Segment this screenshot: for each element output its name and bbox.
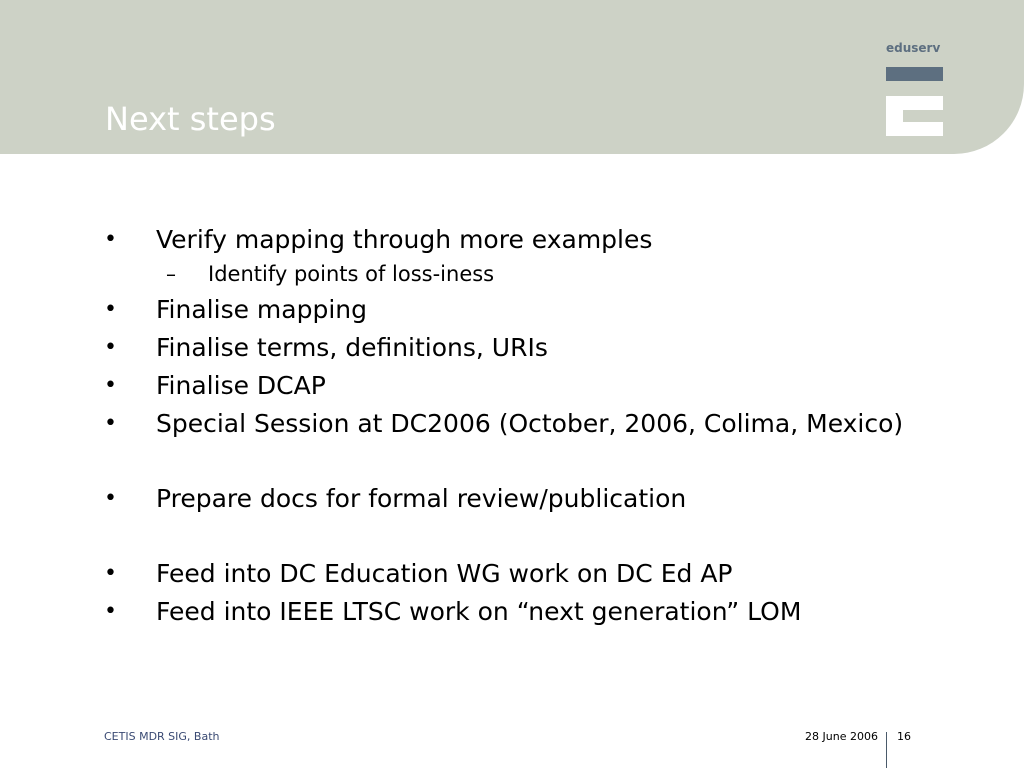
bullet-item <box>104 560 924 588</box>
bullet-marker: • <box>104 373 117 398</box>
bullet-marker: • <box>104 486 117 511</box>
logo-wordmark: eduserv <box>886 41 941 55</box>
page-number: 16 <box>897 730 911 743</box>
bullet-marker: • <box>104 411 117 436</box>
bullet-marker: • <box>104 297 117 322</box>
bullet-item <box>104 372 924 400</box>
bullet-text: Finalise terms, definitions, URIs <box>156 333 548 362</box>
bullet-text: Prepare docs for formal review/publication <box>156 484 687 513</box>
bullet-text: Special Session at DC2006 (October, 2006, Colima, Mexico) <box>156 409 904 438</box>
bullet-item <box>104 410 924 438</box>
eduserv-logo <box>886 41 944 137</box>
footer-divider <box>886 732 887 768</box>
bullet-list <box>104 222 924 626</box>
sub-bullet-text: Identify points of loss-iness <box>208 262 495 286</box>
bullet-marker: • <box>104 599 117 624</box>
bullet-marker: • <box>104 227 117 252</box>
bullet-item <box>104 226 924 254</box>
sub-bullet-item <box>104 262 924 286</box>
footer-date: 28 June 2006 <box>805 730 878 743</box>
footer-event: CETIS MDR SIG, Bath <box>104 730 220 743</box>
bullet-text: Feed into DC Education WG work on DC Ed AP <box>156 559 733 588</box>
slide-title: Next steps <box>105 100 276 138</box>
logo-mark-icon <box>886 67 944 137</box>
bullet-text: Finalise mapping <box>156 295 367 324</box>
bullet-text: Finalise DCAP <box>156 371 326 400</box>
bullet-item <box>104 296 924 324</box>
bullet-item <box>104 598 924 626</box>
bullet-marker: • <box>104 335 117 360</box>
bullet-text: Verify mapping through more examples <box>156 225 653 254</box>
bullet-item <box>104 334 924 362</box>
bullet-text: Feed into IEEE LTSC work on “next generation” LOM <box>156 597 802 626</box>
sub-bullet-marker: – <box>166 262 176 286</box>
bullet-marker: • <box>104 561 117 586</box>
bullet-item <box>104 485 924 513</box>
